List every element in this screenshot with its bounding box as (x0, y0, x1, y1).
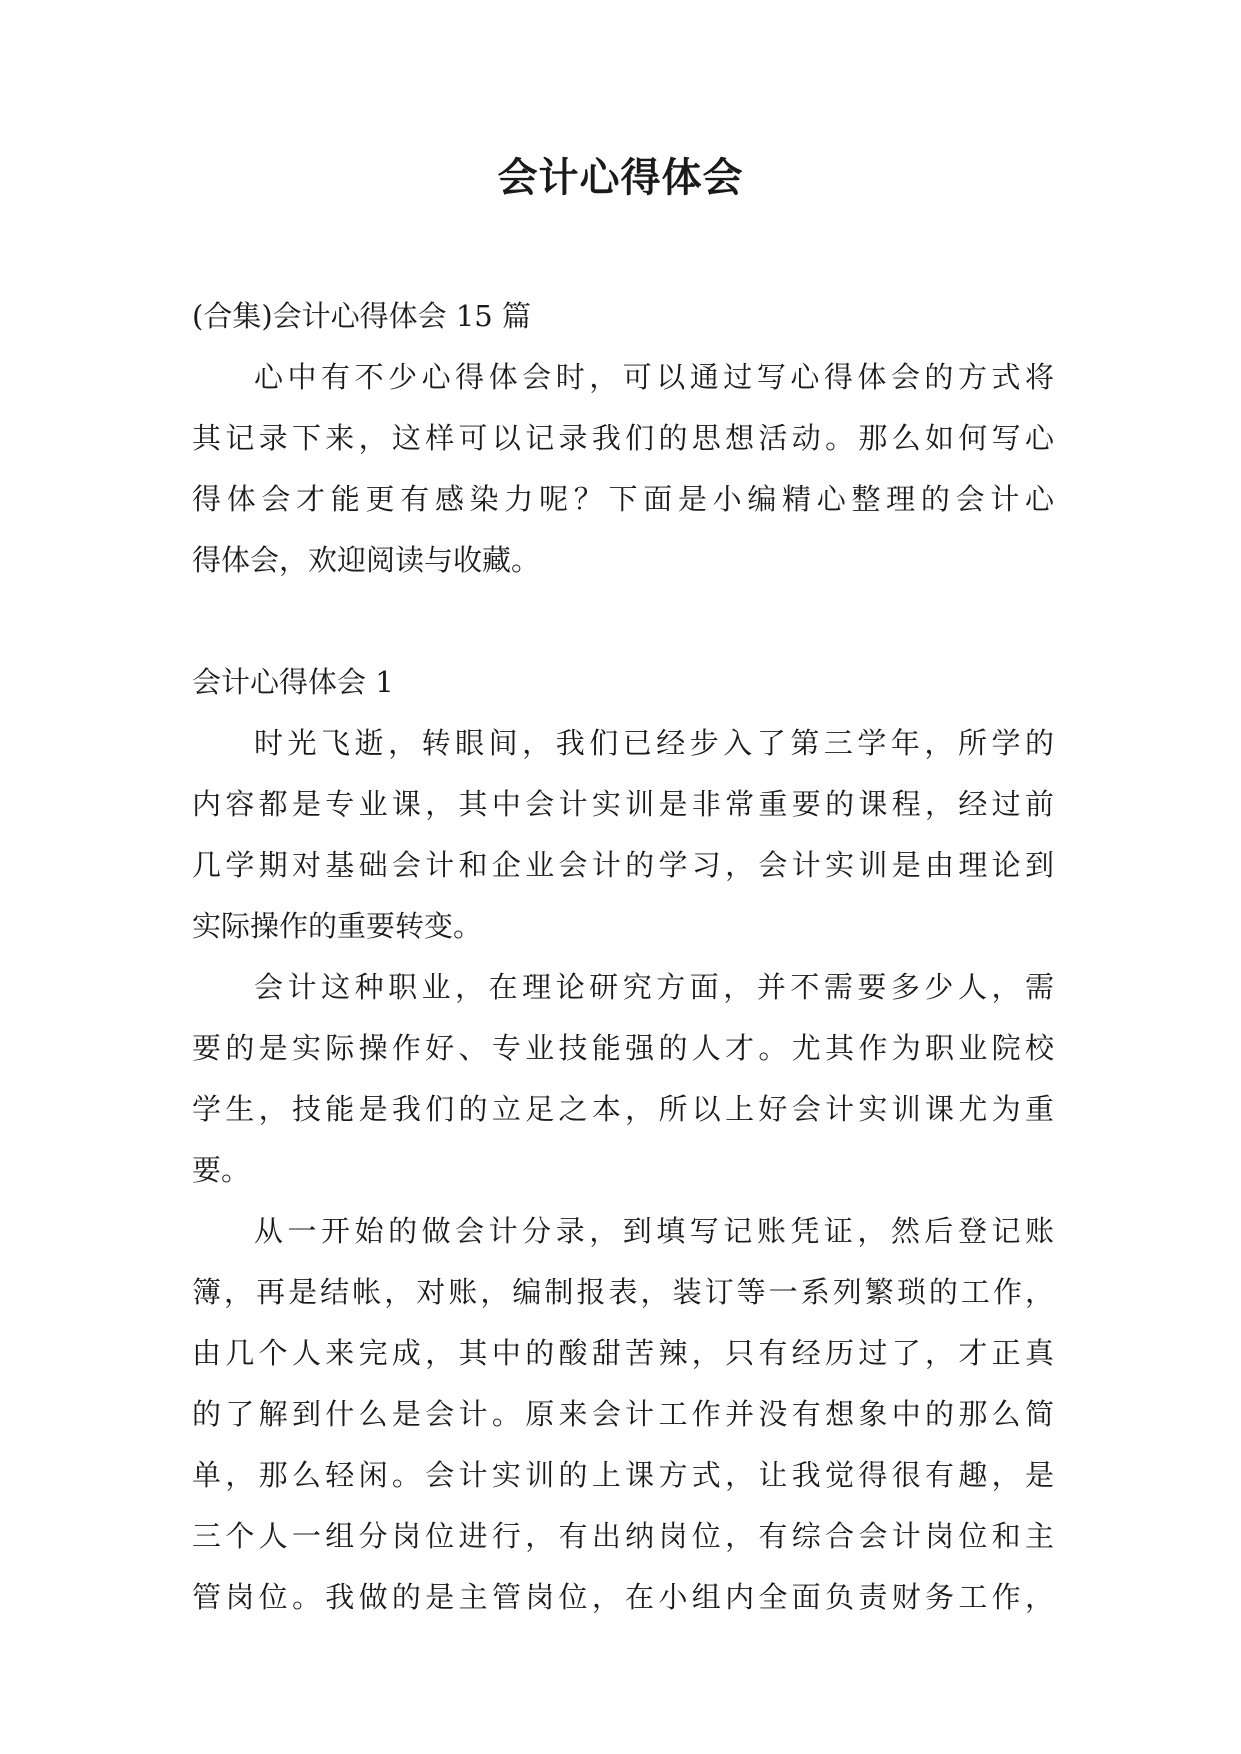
paragraph-line: 心中有不少心得体会时，可以通过写心得体会的方式将 (254, 360, 1054, 394)
paragraph-line: 时光飞逝，转眼间，我们已经步入了第三学年，所学的 (254, 726, 1054, 760)
section-spacer (192, 591, 1054, 652)
document-body (192, 286, 1054, 1628)
paragraph-line: 单，那么轻闲。会计实训的上课方式，让我觉得很有趣，是 (192, 1458, 1054, 1492)
paragraph-line: 其记录下来，这样可以记录我们的思想活动。那么如何写心 (192, 421, 1054, 455)
section-paragraph (192, 713, 1054, 957)
paragraph-line: 得体会才能更有感染力呢？下面是小编精心整理的会计心 (192, 482, 1054, 516)
paragraph-line: 要的是实际操作好、专业技能强的人才。尤其作为职业院校 (192, 1031, 1054, 1065)
paragraph-line: 得体会，欢迎阅读与收藏。 (192, 543, 541, 577)
paragraph-line: 簿，再是结帐，对账，编制报表，装订等一系列繁琐的工作， (192, 1275, 1054, 1309)
paragraph-line: 由几个人来完成，其中的酸甜苦辣，只有经历过了，才正真 (192, 1336, 1054, 1370)
paragraph-line: 内容都是专业课，其中会计实训是非常重要的课程，经过前 (192, 787, 1054, 821)
paragraph-line: 从一开始的做会计分录，到填写记账凭证，然后登记账 (254, 1214, 1054, 1248)
paragraph-line: 管岗位。我做的是主管岗位，在小组内全面负责财务工作， (192, 1580, 1054, 1614)
document-title: 会计心得体会 (497, 155, 744, 201)
intro-paragraph (192, 347, 1054, 591)
paragraph-line: 实际操作的重要转变。 (192, 909, 483, 943)
section-heading: 会计心得体会 1 (192, 665, 394, 699)
section-paragraph (192, 957, 1054, 1201)
paragraph-line: 学生，技能是我们的立足之本，所以上好会计实训课尤为重 (192, 1092, 1054, 1126)
paragraph-line: 要。 (192, 1153, 251, 1187)
paragraph-line: 的了解到什么是会计。原来会计工作并没有想象中的那么简 (192, 1397, 1054, 1431)
paragraph-line: 三个人一组分岗位进行，有出纳岗位，有综合会计岗位和主 (192, 1519, 1054, 1553)
paragraph-line: 几学期对基础会计和企业会计的学习，会计实训是由理论到 (192, 848, 1054, 882)
collection-subtitle: (合集)会计心得体会 15 篇 (192, 299, 531, 333)
paragraph-line: 会计这种职业，在理论研究方面，并不需要多少人，需 (254, 970, 1054, 1004)
section-paragraph (192, 1201, 1054, 1628)
